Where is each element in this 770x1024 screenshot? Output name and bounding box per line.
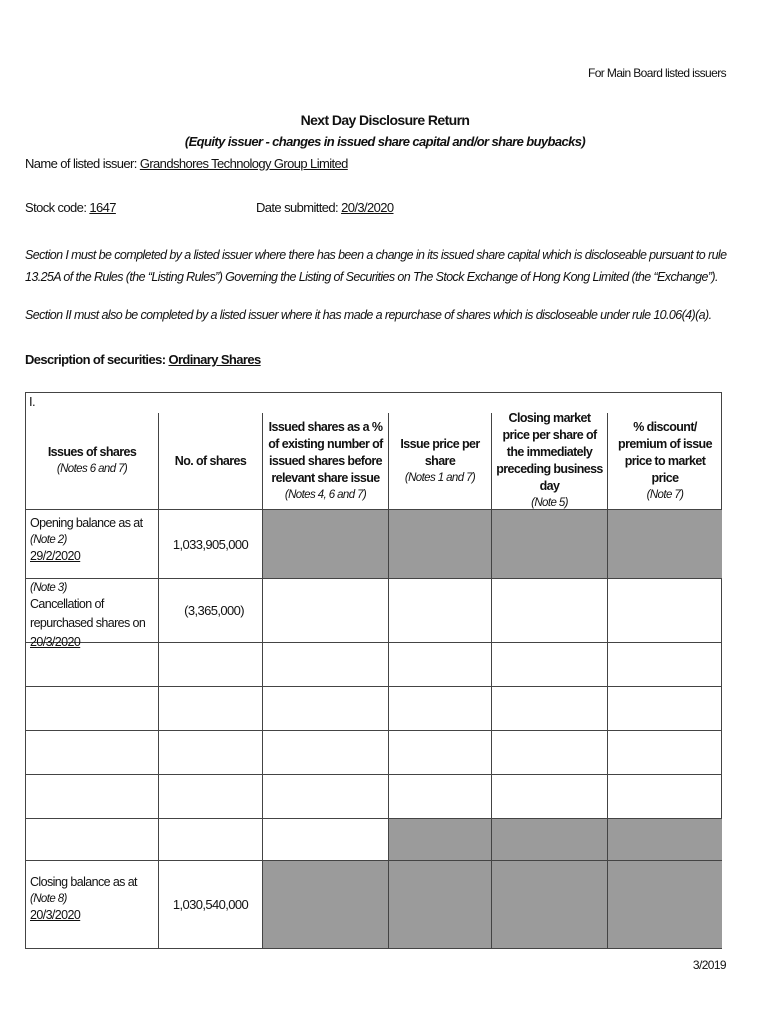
opening-balance-label-cell: Opening balance as at (Note 2) 29/2/2020 <box>26 510 159 579</box>
table-cell <box>159 819 263 861</box>
shaded-cell <box>492 861 608 948</box>
date-submitted-label: Date submitted: <box>256 200 342 215</box>
shaded-cell <box>608 510 722 579</box>
table-cell <box>492 731 608 775</box>
form-version: 3/2019 <box>692 958 726 972</box>
table-cell <box>26 775 159 819</box>
column-header-percent-existing: Issued shares as a % of existing number of issued shares before relevant share issue (Notes 4, 6 and 7) <box>263 413 389 510</box>
table-cell <box>159 643 263 687</box>
closing-balance-shares: 1,030,540,000 <box>159 861 263 948</box>
date-submitted-value: 20/3/2020 <box>341 200 394 215</box>
opening-balance-shares: 1,033,905,000 <box>159 510 263 579</box>
page-subtitle: (Equity issuer - changes in issued share capital and/or share buybacks) <box>184 134 586 149</box>
table-cell <box>26 687 159 731</box>
table-cell <box>26 819 159 861</box>
table-cell <box>389 643 492 687</box>
table-cell <box>263 819 389 861</box>
cancellation-label-cell: (Note 3) Cancellation of repurchased shares on 20/3/2020 <box>26 579 159 643</box>
column-header-closing-price: Closing market price per share of the immediately preceding business day (Note 5) <box>492 413 608 510</box>
table-cell <box>608 643 722 687</box>
page-title: Next Day Disclosure Return <box>300 112 470 128</box>
description-value: Ordinary Shares <box>168 352 261 367</box>
date-submitted-line <box>256 200 394 215</box>
table-cell <box>608 775 722 819</box>
table-cell <box>263 687 389 731</box>
table-cell <box>159 687 263 731</box>
table-cell <box>389 687 492 731</box>
table-cell <box>159 775 263 819</box>
table-section-label: I. <box>29 394 36 409</box>
shaded-cell <box>608 819 722 861</box>
column-header-discount-premium: % discount/ premium of issue price to market price (Note 7) <box>608 413 722 510</box>
stock-code-value: 1647 <box>89 200 116 215</box>
issuer-name-value: Grandshores Technology Group Limited <box>139 156 348 171</box>
board-note: For Main Board listed issuers <box>588 66 726 80</box>
stock-code-label: Stock code: <box>25 200 90 215</box>
issuer-name-label: Name of listed issuer: <box>25 156 140 171</box>
table-cell <box>608 687 722 731</box>
table-cell <box>263 579 389 643</box>
stock-code-line <box>25 200 116 215</box>
closing-balance-label-cell: Closing balance as at (Note 8) 20/3/2020 <box>26 861 159 948</box>
table-cell <box>492 687 608 731</box>
shaded-cell <box>263 510 389 579</box>
table-cell <box>389 731 492 775</box>
table-cell <box>159 731 263 775</box>
description-label: Description of securities: <box>25 352 169 367</box>
table-cell <box>389 579 492 643</box>
column-header-issue-price: Issue price per share (Notes 1 and 7) <box>389 413 492 510</box>
table-cell <box>608 579 722 643</box>
issuer-name-line <box>25 156 348 171</box>
section-i-instructions: Section I must be completed by a listed issuer where there has been a change in its issued share capital which is discloseable pursuant to rule 13.25A of the Rules (the “Listing Rules”) Governing the Listing of Securities on The Stock Exchange of Hong Kong Limited (the “Exchange”). <box>25 248 727 284</box>
shaded-cell <box>608 861 722 948</box>
cancellation-shares: (3,365,000) <box>159 579 263 643</box>
table-cell <box>608 731 722 775</box>
table-cell <box>492 643 608 687</box>
table-cell <box>492 579 608 643</box>
shaded-cell <box>492 819 608 861</box>
shaded-cell <box>389 861 492 948</box>
table-cell <box>492 775 608 819</box>
table-cell <box>263 643 389 687</box>
column-header-issues: Issues of shares (Notes 6 and 7) <box>26 413 159 510</box>
table-cell <box>263 731 389 775</box>
table-cell <box>26 643 159 687</box>
table-cell <box>26 731 159 775</box>
shaded-cell <box>263 861 389 948</box>
description-of-securities <box>25 352 261 367</box>
section-ii-instructions: Section II must also be completed by a listed issuer where it has made a repurchase of shares which is discloseable under rule 10.06(4)(a). <box>25 308 712 322</box>
column-header-no-of-shares: No. of shares <box>159 413 263 510</box>
shaded-cell <box>389 510 492 579</box>
table-cell <box>389 775 492 819</box>
shaded-cell <box>492 510 608 579</box>
table-cell <box>263 775 389 819</box>
shaded-cell <box>389 819 492 861</box>
share-capital-table <box>25 392 722 949</box>
